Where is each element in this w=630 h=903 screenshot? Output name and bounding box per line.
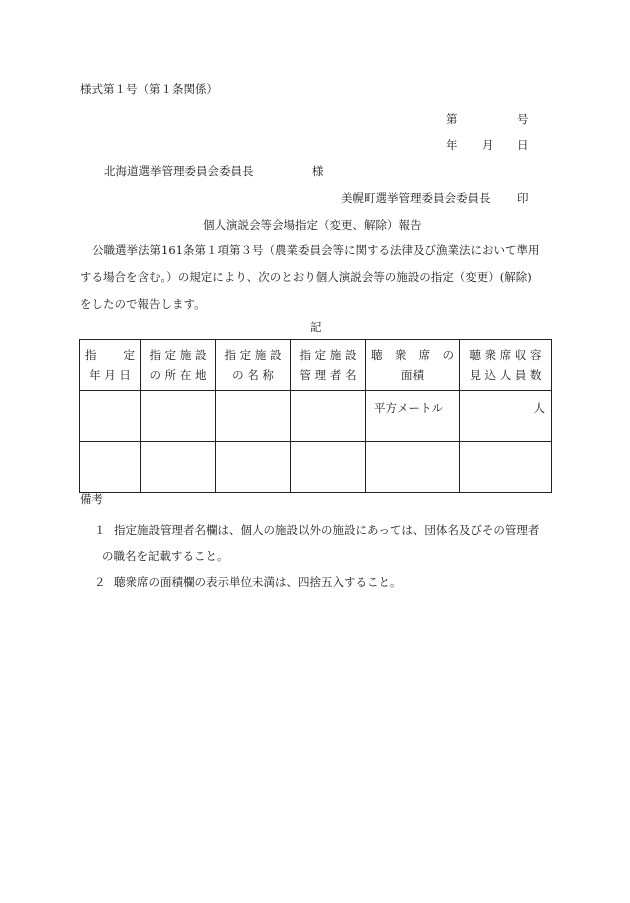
body-line-2: する場合を含む。）の規定により、次のとおり個人演説会等の施設の指定（変更）(解除) (80, 270, 532, 284)
header-date (80, 340, 141, 391)
note-2-line-1: 聴衆席の面積欄の表示単位未満は、四捨五入すること。 (114, 575, 402, 589)
header-seat-area-char: 聴 (371, 348, 383, 362)
note-number: １ (94, 523, 106, 537)
sender: 美幌町選挙管理委員会委員長 (341, 191, 491, 205)
table-row (80, 442, 552, 493)
header-facility-name-line2: の 名 称 (232, 368, 274, 382)
note-1-line-1: 指定施設管理者名欄は、個人の施設以外の施設にあっては、団体名及びその管理者 (114, 523, 540, 537)
header-capacity-line2: 見 込 人 員 数 (469, 368, 542, 382)
body-line-3: をしたので報告します。 (80, 297, 206, 311)
header-date-line2: 年 月 日 (89, 368, 131, 382)
table-row (80, 391, 552, 442)
note-number: ２ (94, 575, 106, 589)
addressee-honorific: 様 (312, 164, 324, 178)
header-seat-area (366, 340, 460, 391)
seal-mark: 印 (517, 191, 529, 205)
note-1-line-2: の職名を記載すること。 (102, 549, 229, 563)
header-capacity-line1: 聴 衆 席 収 容 (469, 348, 542, 362)
header-facility-name-line1: 指 定 施 設 (224, 348, 282, 362)
table-cell[interactable] (460, 391, 552, 442)
ki-label: 記 (310, 320, 322, 334)
document-title: 個人演説会等会場指定（変更、解除）報告 (203, 218, 422, 232)
table-cell[interactable] (291, 391, 366, 442)
unit-people: 人 (533, 401, 545, 415)
date-year: 年 (446, 138, 458, 152)
table-cell[interactable] (216, 391, 291, 442)
header-facility-name (216, 340, 291, 391)
header-seat-area-line2: 面積 (401, 368, 424, 382)
notes-heading: 備考 (80, 492, 103, 506)
header-seat-area-char: 衆 (394, 348, 407, 362)
header-date-char: 指 (85, 348, 97, 362)
addressee: 北海道選挙管理委員会委員長 (104, 164, 254, 178)
header-manager (291, 340, 366, 391)
table-cell[interactable] (366, 442, 460, 493)
date-month: 月 (482, 138, 494, 152)
designation-table (79, 339, 552, 493)
table-header-row (80, 340, 552, 391)
form-style-label: 様式第１号（第１条関係） (80, 82, 218, 96)
header-capacity (460, 340, 552, 391)
header-date-char: 定 (123, 348, 135, 362)
table-cell[interactable] (80, 442, 141, 493)
table-cell[interactable] (216, 442, 291, 493)
header-seat-area-char: の (442, 348, 454, 362)
header-manager-line1: 指 定 施 設 (299, 348, 357, 362)
table-cell[interactable] (141, 442, 216, 493)
header-manager-line2: 管 理 者 名 (299, 368, 357, 382)
header-seat-area-char: 席 (418, 348, 431, 362)
table-cell[interactable] (366, 391, 460, 442)
date-day: 日 (517, 138, 529, 152)
table-cell[interactable] (291, 442, 366, 493)
number-prefix: 第 (446, 112, 458, 126)
table-cell[interactable] (460, 442, 552, 493)
header-location (141, 340, 216, 391)
table-cell[interactable] (80, 391, 141, 442)
header-location-line1: 指 定 施 設 (149, 348, 207, 362)
number-suffix: 号 (517, 112, 529, 126)
unit-area: 平方メートル (374, 401, 443, 415)
body-line-1: 公職選挙法第161条第１項第３号（農業委員会等に関する法律及び漁業法において準用 (92, 243, 540, 257)
header-location-line2: の 所 在 地 (149, 368, 207, 382)
table-cell[interactable] (141, 391, 216, 442)
